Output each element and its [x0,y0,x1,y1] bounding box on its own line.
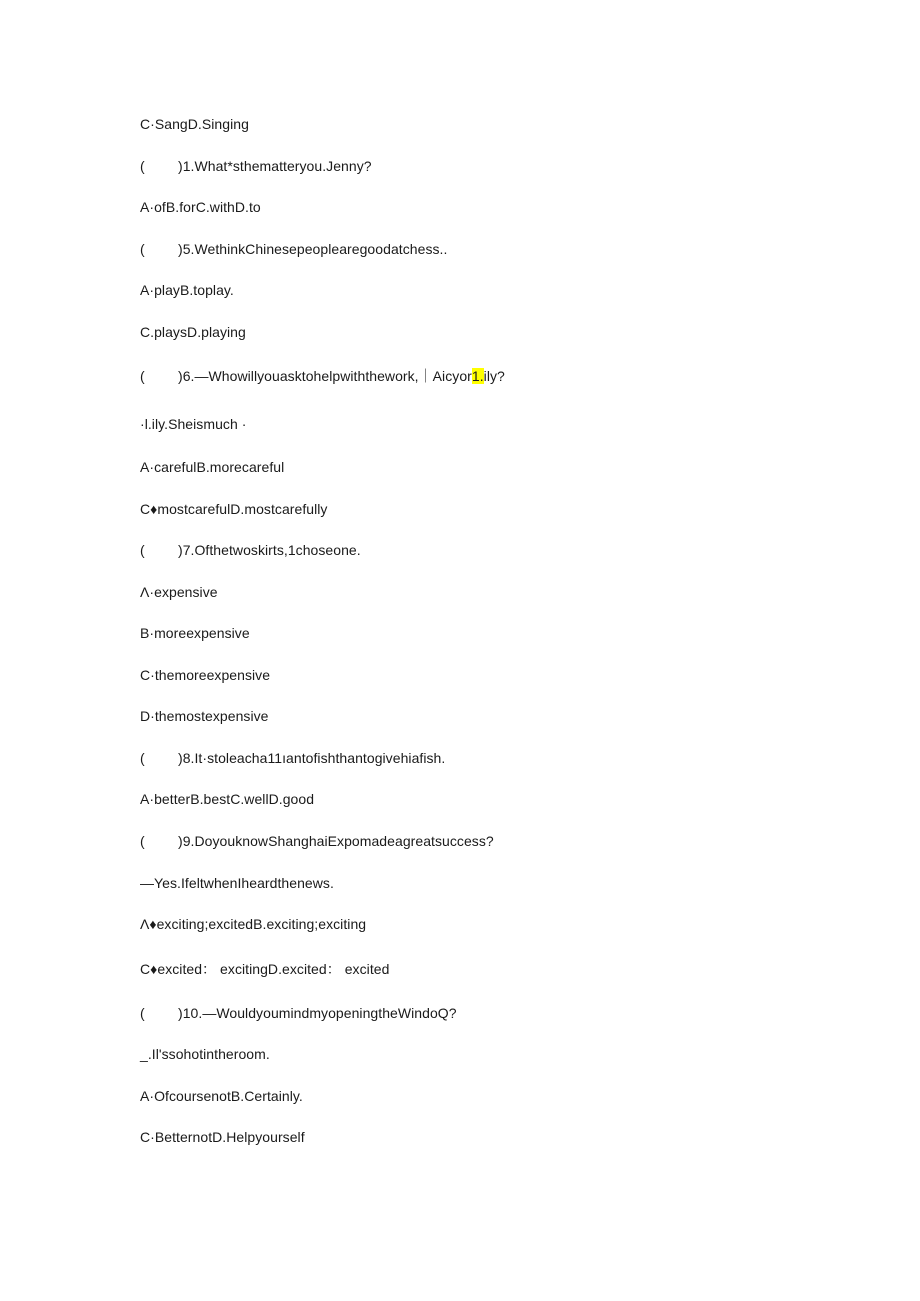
question-line [140,157,372,175]
line-text: —Yes.IfeltwhenIheardthenews. [140,875,334,891]
answer-option-line [140,198,261,216]
line-text: D·themostexpensive [140,708,269,724]
answer-option-line [140,583,218,601]
question-text: )9.DoyouknowShanghaiExpomadeagreatsuccess? [178,833,494,849]
question-line [140,367,505,385]
line-text: C·SangD.Singing [140,116,249,132]
line-text: A·betterB.bestC.wellD.good [140,791,315,807]
question-text: )10.—WouldyoumindmyopeningtheWindoQ? [178,1005,457,1021]
question-line [140,541,361,559]
highlighted-text: 1. [471,368,484,384]
question-line [140,832,494,850]
answer-option-line [140,666,270,684]
line-text: C♦excited： excitingD.excited： excited [140,961,390,977]
line-text: C.playsD.playing [140,324,246,340]
question-line [140,1004,457,1022]
line-text: A·ofB.forC.withD.to [140,199,261,215]
line-text: Λ·expensive [140,584,218,600]
answer-option-line [140,960,389,978]
question-text-end: ily? [483,368,505,384]
answer-option-line [140,707,269,725]
answer-option-line [140,790,314,808]
answer-option-line [140,458,284,476]
dialogue-line [140,415,246,433]
dialogue-line [140,874,334,892]
answer-blank: ( [140,368,145,384]
answer-option-line [140,1128,305,1146]
line-text: C♦mostcarefulD.mostcarefully [140,501,328,517]
question-text: )6.—Whowillyouasktohelpwiththework,｜Aicyor [178,368,472,384]
question-text: )5.WethinkChinesepeoplearegoodatchess.. [178,241,448,257]
line-text: B·moreexpensive [140,625,250,641]
answer-blank: ( [140,241,145,257]
answer-blank: ( [140,1005,145,1021]
answer-option-line [140,115,249,133]
line-text: _.Il'ssohotintheroom. [140,1046,270,1062]
answer-blank: ( [140,833,145,849]
line-text: A·carefulB.morecareful [140,459,285,475]
line-text: ·l.ily.Sheismuch · [140,416,247,432]
question-line [140,749,445,767]
question-text: )8.It·stoleacha11ıantofishthantogivehiafish. [178,750,446,766]
question-line [140,240,447,258]
line-text: A·OfcoursenotB.Certainly. [140,1088,303,1104]
answer-blank: ( [140,750,145,766]
answer-option-line [140,1087,303,1105]
answer-blank: ( [140,158,145,174]
line-text: A·playB.toplay. [140,282,234,298]
line-text: Λ♦exciting;excitedB.exciting;exciting [140,916,367,932]
dialogue-line [140,1045,270,1063]
answer-blank: ( [140,542,145,558]
line-text: C·BetternotD.Helpyourself [140,1129,305,1145]
question-text: )1.What*sthematteryou.Jenny? [178,158,372,174]
answer-option-line [140,323,246,341]
question-text: )7.Ofthetwoskirts,1choseone. [178,542,361,558]
answer-option-line [140,500,327,518]
answer-option-line [140,281,234,299]
answer-option-line [140,915,366,933]
answer-option-line [140,624,250,642]
line-text: C·themoreexpensive [140,667,271,683]
